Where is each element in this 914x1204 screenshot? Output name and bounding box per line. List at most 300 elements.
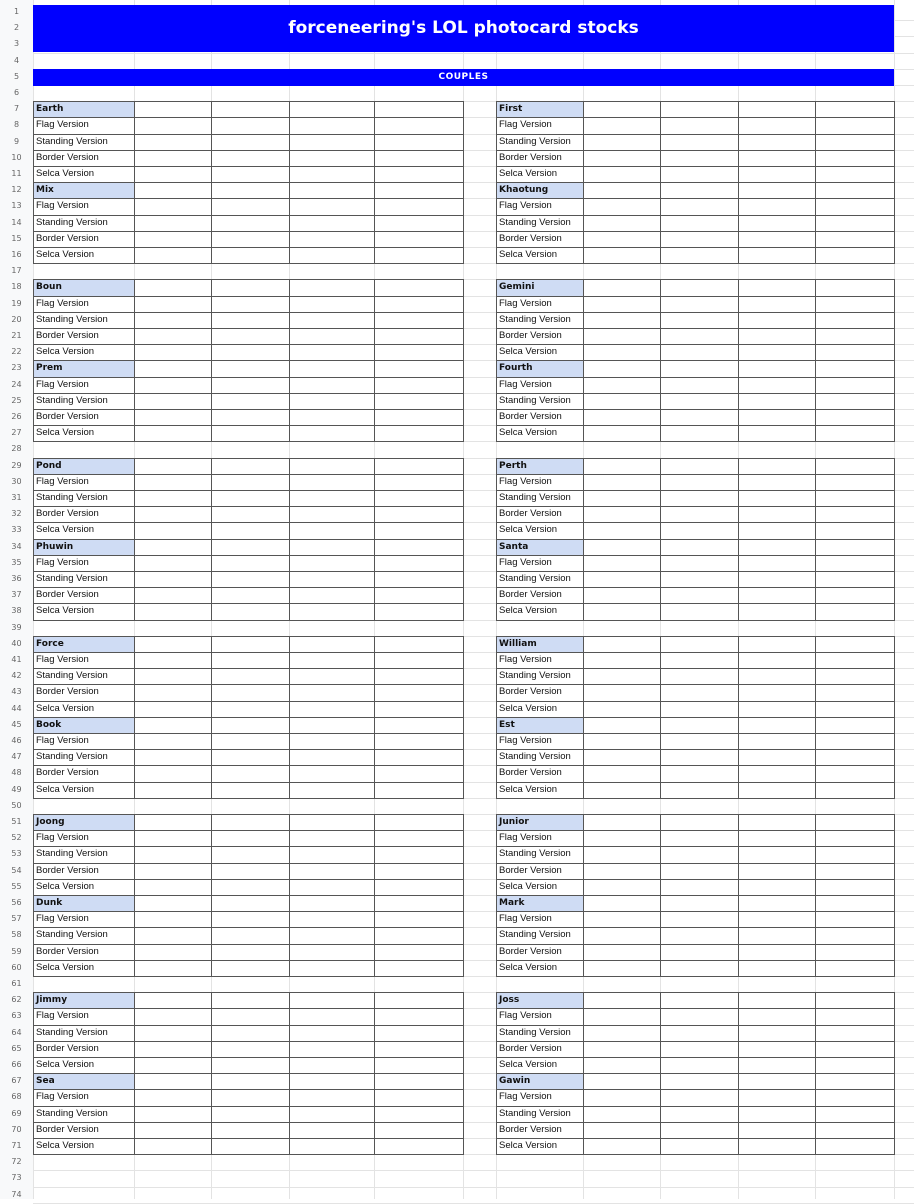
version-label-cell[interactable]: Standing Version [496, 134, 584, 151]
member-name-cell[interactable]: Est [496, 717, 584, 734]
row-number[interactable]: 64 [11, 1028, 22, 1037]
stock-cell[interactable] [289, 1025, 375, 1042]
stock-cell[interactable] [289, 863, 375, 880]
stock-cell[interactable] [374, 117, 464, 135]
row-number[interactable]: 67 [11, 1076, 22, 1085]
version-label-cell[interactable]: Flag Version [496, 1089, 584, 1107]
stock-cell[interactable] [660, 1122, 739, 1139]
version-label-cell[interactable]: Flag Version [33, 474, 135, 491]
version-label-cell[interactable]: Flag Version [496, 377, 584, 394]
stock-cell[interactable] [815, 652, 895, 669]
row-number[interactable]: 54 [11, 866, 22, 875]
stock-cell[interactable] [374, 701, 464, 718]
stock-cell[interactable] [738, 425, 816, 442]
stock-cell[interactable] [211, 215, 290, 232]
stock-cell[interactable] [211, 393, 290, 410]
version-label-cell[interactable]: Border Version [33, 231, 135, 248]
stock-cell[interactable] [289, 927, 375, 945]
stock-cell[interactable] [134, 328, 212, 345]
stock-cell[interactable] [815, 668, 895, 685]
stock-cell[interactable] [660, 814, 739, 831]
version-label-cell[interactable]: Standing Version [33, 393, 135, 410]
stock-cell[interactable] [583, 1089, 661, 1107]
stock-cell[interactable] [211, 587, 290, 604]
stock-cell[interactable] [374, 652, 464, 669]
stock-cell[interactable] [583, 490, 661, 507]
row-number[interactable]: 48 [11, 768, 22, 777]
row-number[interactable]: 24 [11, 380, 22, 389]
version-label-cell[interactable]: Selca Version [496, 1057, 584, 1074]
version-label-cell[interactable]: Selca Version [496, 1138, 584, 1155]
stock-cell[interactable] [134, 1138, 212, 1155]
member-name-cell[interactable]: Boun [33, 279, 135, 297]
version-label-cell[interactable]: Flag Version [33, 830, 135, 847]
stock-cell[interactable] [211, 490, 290, 507]
version-label-cell[interactable]: Flag Version [496, 733, 584, 750]
row-number[interactable]: 73 [11, 1173, 22, 1182]
row-number[interactable]: 11 [11, 169, 22, 178]
stock-cell[interactable] [583, 603, 661, 621]
stock-cell[interactable] [134, 312, 212, 329]
stock-cell[interactable] [211, 652, 290, 669]
stock-cell[interactable] [583, 409, 661, 426]
row-number[interactable]: 37 [11, 590, 22, 599]
member-name-cell[interactable]: William [496, 636, 584, 653]
stock-cell[interactable] [289, 182, 375, 199]
version-label-cell[interactable]: Standing Version [496, 1025, 584, 1042]
stock-cell[interactable] [374, 231, 464, 248]
stock-cell[interactable] [374, 927, 464, 945]
version-label-cell[interactable]: Border Version [33, 150, 135, 167]
stock-cell[interactable] [134, 814, 212, 831]
stock-cell[interactable] [374, 247, 464, 264]
stock-cell[interactable] [134, 231, 212, 248]
stock-cell[interactable] [583, 231, 661, 248]
stock-cell[interactable] [660, 1025, 739, 1042]
stock-cell[interactable] [583, 134, 661, 151]
version-label-cell[interactable]: Selca Version [496, 782, 584, 799]
version-label-cell[interactable]: Selca Version [33, 166, 135, 183]
stock-cell[interactable] [583, 458, 661, 475]
stock-cell[interactable] [660, 603, 739, 621]
stock-cell[interactable] [289, 684, 375, 702]
version-label-cell[interactable]: Flag Version [496, 911, 584, 928]
row-number[interactable]: 6 [13, 88, 20, 97]
version-label-cell[interactable]: Standing Version [33, 215, 135, 232]
stock-cell[interactable] [374, 863, 464, 880]
version-label-cell[interactable]: Border Version [33, 863, 135, 880]
row-number[interactable]: 18 [11, 282, 22, 291]
stock-cell[interactable] [660, 134, 739, 151]
stock-cell[interactable] [374, 733, 464, 750]
stock-cell[interactable] [289, 830, 375, 847]
stock-cell[interactable] [374, 1073, 464, 1090]
stock-cell[interactable] [134, 944, 212, 961]
stock-cell[interactable] [289, 814, 375, 831]
stock-cell[interactable] [583, 1025, 661, 1042]
stock-cell[interactable] [134, 474, 212, 491]
stock-cell[interactable] [738, 231, 816, 248]
member-name-cell[interactable]: Perth [496, 458, 584, 475]
stock-cell[interactable] [289, 474, 375, 491]
stock-cell[interactable] [134, 279, 212, 297]
version-label-cell[interactable]: Flag Version [33, 1008, 135, 1026]
version-label-cell[interactable]: Standing Version [33, 1106, 135, 1123]
stock-cell[interactable] [211, 344, 290, 361]
stock-cell[interactable] [660, 765, 739, 783]
stock-cell[interactable] [211, 296, 290, 313]
stock-cell[interactable] [374, 636, 464, 653]
stock-cell[interactable] [374, 555, 464, 572]
stock-cell[interactable] [374, 1122, 464, 1139]
stock-cell[interactable] [374, 846, 464, 864]
stock-cell[interactable] [815, 830, 895, 847]
stock-cell[interactable] [289, 328, 375, 345]
stock-cell[interactable] [583, 733, 661, 750]
stock-cell[interactable] [374, 150, 464, 167]
version-label-cell[interactable]: Standing Version [33, 846, 135, 864]
stock-cell[interactable] [374, 1138, 464, 1155]
stock-cell[interactable] [289, 571, 375, 588]
stock-cell[interactable] [134, 344, 212, 361]
stock-cell[interactable] [660, 296, 739, 313]
stock-cell[interactable] [134, 652, 212, 669]
version-label-cell[interactable]: Flag Version [496, 296, 584, 313]
stock-cell[interactable] [289, 490, 375, 507]
stock-cell[interactable] [660, 101, 739, 118]
stock-cell[interactable] [660, 247, 739, 264]
stock-cell[interactable] [583, 895, 661, 912]
stock-cell[interactable] [289, 539, 375, 556]
stock-cell[interactable] [211, 717, 290, 734]
stock-cell[interactable] [211, 944, 290, 961]
stock-cell[interactable] [815, 1008, 895, 1026]
stock-cell[interactable] [738, 830, 816, 847]
stock-cell[interactable] [815, 1073, 895, 1090]
stock-cell[interactable] [134, 296, 212, 313]
stock-cell[interactable] [660, 879, 739, 896]
stock-cell[interactable] [134, 960, 212, 977]
stock-cell[interactable] [660, 344, 739, 361]
stock-cell[interactable] [289, 636, 375, 653]
stock-cell[interactable] [289, 1106, 375, 1123]
stock-cell[interactable] [211, 571, 290, 588]
version-label-cell[interactable]: Selca Version [33, 701, 135, 718]
stock-cell[interactable] [211, 182, 290, 199]
stock-cell[interactable] [374, 1041, 464, 1058]
version-label-cell[interactable]: Border Version [33, 506, 135, 523]
stock-cell[interactable] [211, 166, 290, 183]
row-number[interactable]: 44 [11, 704, 22, 713]
stock-cell[interactable] [134, 182, 212, 199]
row-number[interactable]: 8 [13, 120, 20, 129]
stock-cell[interactable] [738, 782, 816, 799]
stock-cell[interactable] [738, 814, 816, 831]
version-label-cell[interactable]: Flag Version [33, 198, 135, 216]
version-label-cell[interactable]: Standing Version [496, 490, 584, 507]
stock-cell[interactable] [738, 360, 816, 378]
stock-cell[interactable] [815, 506, 895, 523]
stock-cell[interactable] [738, 458, 816, 475]
stock-cell[interactable] [738, 247, 816, 264]
stock-cell[interactable] [211, 1106, 290, 1123]
row-number[interactable]: 42 [11, 671, 22, 680]
stock-cell[interactable] [815, 765, 895, 783]
stock-cell[interactable] [738, 992, 816, 1009]
stock-cell[interactable] [660, 198, 739, 216]
stock-cell[interactable] [134, 215, 212, 232]
member-name-cell[interactable]: Mix [33, 182, 135, 199]
stock-cell[interactable] [815, 814, 895, 831]
stock-cell[interactable] [134, 587, 212, 604]
stock-cell[interactable] [289, 506, 375, 523]
row-number[interactable]: 9 [13, 137, 20, 146]
stock-cell[interactable] [211, 846, 290, 864]
stock-cell[interactable] [583, 150, 661, 167]
stock-cell[interactable] [374, 377, 464, 394]
member-name-cell[interactable]: Book [33, 717, 135, 734]
stock-cell[interactable] [134, 733, 212, 750]
stock-cell[interactable] [815, 846, 895, 864]
version-label-cell[interactable]: Standing Version [496, 215, 584, 232]
row-number[interactable]: 50 [11, 801, 22, 810]
stock-cell[interactable] [211, 911, 290, 928]
version-label-cell[interactable]: Border Version [496, 150, 584, 167]
stock-cell[interactable] [211, 134, 290, 151]
stock-cell[interactable] [289, 603, 375, 621]
stock-cell[interactable] [583, 1008, 661, 1026]
stock-cell[interactable] [211, 814, 290, 831]
stock-cell[interactable] [134, 863, 212, 880]
row-number[interactable]: 21 [11, 331, 22, 340]
stock-cell[interactable] [660, 425, 739, 442]
version-label-cell[interactable]: Selca Version [33, 344, 135, 361]
stock-cell[interactable] [289, 231, 375, 248]
stock-cell[interactable] [374, 944, 464, 961]
stock-cell[interactable] [374, 830, 464, 847]
stock-cell[interactable] [815, 863, 895, 880]
version-label-cell[interactable]: Border Version [496, 231, 584, 248]
stock-cell[interactable] [738, 960, 816, 977]
stock-cell[interactable] [374, 879, 464, 896]
stock-cell[interactable] [211, 279, 290, 297]
stock-cell[interactable] [374, 1025, 464, 1042]
stock-cell[interactable] [211, 733, 290, 750]
stock-cell[interactable] [815, 360, 895, 378]
stock-cell[interactable] [660, 522, 739, 540]
stock-cell[interactable] [815, 603, 895, 621]
version-label-cell[interactable]: Flag Version [33, 911, 135, 928]
row-number[interactable]: 30 [11, 477, 22, 486]
stock-cell[interactable] [134, 458, 212, 475]
version-label-cell[interactable]: Flag Version [33, 117, 135, 135]
stock-cell[interactable] [211, 231, 290, 248]
stock-cell[interactable] [815, 474, 895, 491]
version-label-cell[interactable]: Border Version [33, 684, 135, 702]
stock-cell[interactable] [289, 247, 375, 264]
stock-cell[interactable] [583, 960, 661, 977]
stock-cell[interactable] [211, 425, 290, 442]
stock-cell[interactable] [815, 377, 895, 394]
stock-cell[interactable] [374, 571, 464, 588]
version-label-cell[interactable]: Standing Version [496, 393, 584, 410]
stock-cell[interactable] [374, 587, 464, 604]
row-number[interactable]: 20 [11, 315, 22, 324]
stock-cell[interactable] [374, 198, 464, 216]
version-label-cell[interactable]: Selca Version [496, 701, 584, 718]
version-label-cell[interactable]: Standing Version [33, 1025, 135, 1042]
stock-cell[interactable] [583, 782, 661, 799]
stock-cell[interactable] [134, 1106, 212, 1123]
stock-cell[interactable] [134, 360, 212, 378]
row-number[interactable]: 3 [13, 39, 20, 48]
stock-cell[interactable] [660, 555, 739, 572]
row-number[interactable]: 53 [11, 849, 22, 858]
stock-cell[interactable] [134, 539, 212, 556]
stock-cell[interactable] [583, 765, 661, 783]
stock-cell[interactable] [134, 927, 212, 945]
stock-cell[interactable] [660, 960, 739, 977]
stock-cell[interactable] [289, 782, 375, 799]
version-label-cell[interactable]: Border Version [496, 328, 584, 345]
stock-cell[interactable] [134, 830, 212, 847]
stock-cell[interactable] [660, 782, 739, 799]
stock-cell[interactable] [660, 830, 739, 847]
row-number[interactable]: 35 [11, 558, 22, 567]
row-number[interactable]: 72 [11, 1157, 22, 1166]
stock-cell[interactable] [211, 1008, 290, 1026]
stock-cell[interactable] [815, 312, 895, 329]
stock-cell[interactable] [738, 733, 816, 750]
version-label-cell[interactable]: Selca Version [33, 1057, 135, 1074]
row-number[interactable]: 55 [11, 882, 22, 891]
stock-cell[interactable] [583, 474, 661, 491]
stock-cell[interactable] [583, 506, 661, 523]
stock-cell[interactable] [211, 749, 290, 766]
version-label-cell[interactable]: Flag Version [496, 555, 584, 572]
stock-cell[interactable] [660, 166, 739, 183]
version-label-cell[interactable]: Selca Version [496, 522, 584, 540]
stock-cell[interactable] [211, 247, 290, 264]
stock-cell[interactable] [211, 895, 290, 912]
stock-cell[interactable] [289, 846, 375, 864]
stock-cell[interactable] [738, 684, 816, 702]
row-number[interactable]: 22 [11, 347, 22, 356]
stock-cell[interactable] [583, 377, 661, 394]
stock-cell[interactable] [134, 1122, 212, 1139]
stock-cell[interactable] [583, 182, 661, 199]
stock-cell[interactable] [815, 166, 895, 183]
stock-cell[interactable] [738, 328, 816, 345]
stock-cell[interactable] [738, 393, 816, 410]
stock-cell[interactable] [374, 992, 464, 1009]
stock-cell[interactable] [583, 1041, 661, 1058]
stock-cell[interactable] [289, 749, 375, 766]
stock-cell[interactable] [289, 555, 375, 572]
stock-cell[interactable] [660, 1057, 739, 1074]
version-label-cell[interactable]: Border Version [496, 863, 584, 880]
stock-cell[interactable] [134, 377, 212, 394]
row-number[interactable]: 5 [13, 72, 20, 81]
row-number[interactable]: 26 [11, 412, 22, 421]
row-number[interactable]: 15 [11, 234, 22, 243]
stock-cell[interactable] [211, 765, 290, 783]
stock-cell[interactable] [374, 101, 464, 118]
stock-cell[interactable] [374, 344, 464, 361]
stock-cell[interactable] [583, 636, 661, 653]
stock-cell[interactable] [134, 506, 212, 523]
stock-cell[interactable] [134, 749, 212, 766]
stock-cell[interactable] [289, 1089, 375, 1107]
stock-cell[interactable] [374, 425, 464, 442]
stock-cell[interactable] [738, 182, 816, 199]
stock-cell[interactable] [374, 312, 464, 329]
stock-cell[interactable] [134, 1089, 212, 1107]
stock-cell[interactable] [660, 636, 739, 653]
stock-cell[interactable] [815, 117, 895, 135]
stock-cell[interactable] [583, 911, 661, 928]
member-name-cell[interactable]: Phuwin [33, 539, 135, 556]
version-label-cell[interactable]: Standing Version [496, 1106, 584, 1123]
stock-cell[interactable] [583, 344, 661, 361]
version-label-cell[interactable]: Border Version [33, 587, 135, 604]
stock-cell[interactable] [815, 198, 895, 216]
stock-cell[interactable] [289, 587, 375, 604]
stock-cell[interactable] [289, 134, 375, 151]
stock-cell[interactable] [660, 215, 739, 232]
member-name-cell[interactable]: Khaotung [496, 182, 584, 199]
stock-cell[interactable] [583, 1073, 661, 1090]
stock-cell[interactable] [211, 927, 290, 945]
stock-cell[interactable] [660, 911, 739, 928]
row-number[interactable]: 74 [11, 1190, 22, 1199]
stock-cell[interactable] [583, 555, 661, 572]
stock-cell[interactable] [738, 166, 816, 183]
stock-cell[interactable] [289, 409, 375, 426]
stock-cell[interactable] [815, 701, 895, 718]
member-name-cell[interactable]: Mark [496, 895, 584, 912]
stock-cell[interactable] [289, 895, 375, 912]
stock-cell[interactable] [211, 539, 290, 556]
version-label-cell[interactable]: Border Version [33, 328, 135, 345]
stock-cell[interactable] [211, 409, 290, 426]
version-label-cell[interactable]: Flag Version [33, 555, 135, 572]
stock-cell[interactable] [134, 1057, 212, 1074]
version-label-cell[interactable]: Standing Version [496, 846, 584, 864]
stock-cell[interactable] [374, 474, 464, 491]
stock-cell[interactable] [738, 474, 816, 491]
stock-cell[interactable] [660, 117, 739, 135]
stock-cell[interactable] [738, 377, 816, 394]
version-label-cell[interactable]: Flag Version [496, 652, 584, 669]
member-name-cell[interactable]: Joong [33, 814, 135, 831]
row-number[interactable]: 51 [11, 817, 22, 826]
stock-cell[interactable] [211, 960, 290, 977]
version-label-cell[interactable]: Selca Version [496, 425, 584, 442]
stock-cell[interactable] [815, 879, 895, 896]
stock-cell[interactable] [583, 863, 661, 880]
stock-cell[interactable] [583, 814, 661, 831]
row-number[interactable]: 57 [11, 914, 22, 923]
stock-cell[interactable] [134, 134, 212, 151]
stock-cell[interactable] [134, 198, 212, 216]
stock-cell[interactable] [738, 668, 816, 685]
stock-cell[interactable] [815, 1057, 895, 1074]
stock-cell[interactable] [815, 992, 895, 1009]
stock-cell[interactable] [815, 458, 895, 475]
stock-cell[interactable] [289, 652, 375, 669]
stock-cell[interactable] [211, 879, 290, 896]
